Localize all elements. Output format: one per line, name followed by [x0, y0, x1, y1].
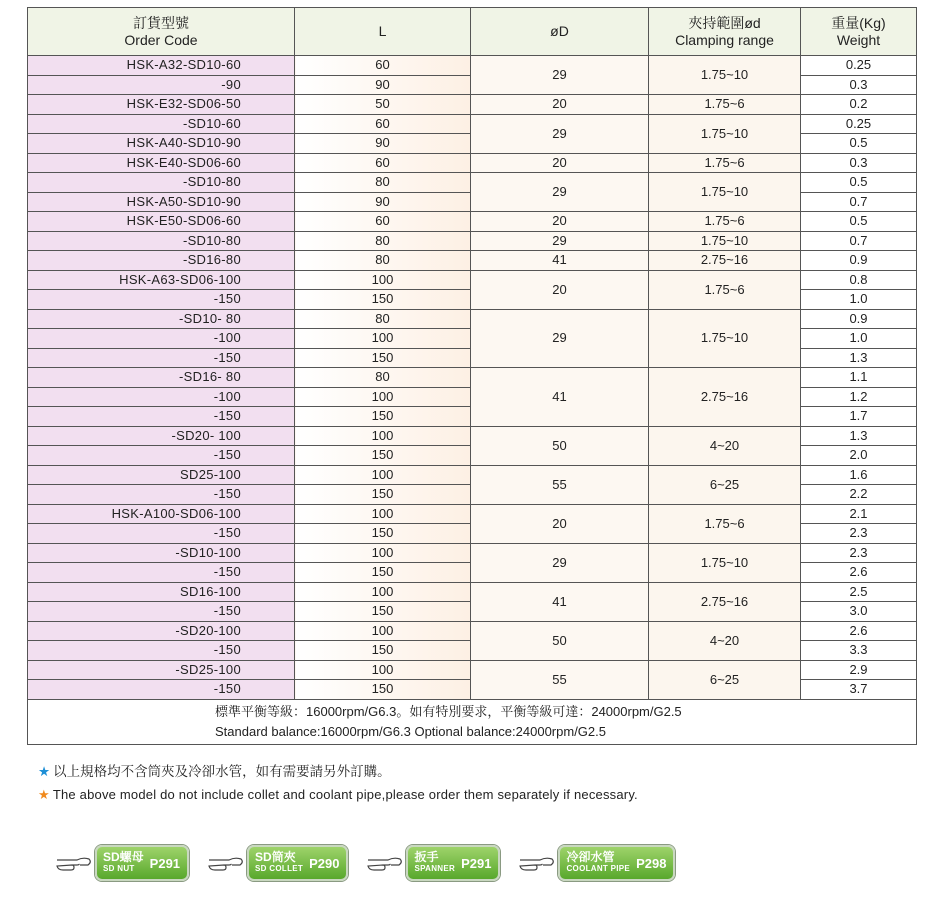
length-cell: 150 [295, 524, 471, 544]
length-cell: 150 [295, 680, 471, 700]
length-cell: 100 [295, 426, 471, 446]
clamping-range-cell: 2.75~16 [649, 582, 801, 621]
diameter-cell: 29 [471, 56, 649, 95]
length-cell: 80 [295, 173, 471, 193]
clamping-range-cell: 1.75~6 [649, 212, 801, 232]
table-row [28, 621, 917, 641]
weight-cell: 2.0 [801, 446, 917, 466]
order-code-cell: -SD25-100 [28, 660, 295, 680]
weight-cell: 0.2 [801, 95, 917, 115]
weight-cell: 0.25 [801, 56, 917, 76]
length-cell: 150 [295, 485, 471, 505]
order-code-cell: HSK-A50-SD10-90 [28, 192, 295, 212]
clamping-range-cell: 1.75~6 [649, 95, 801, 115]
diameter-cell: 41 [471, 582, 649, 621]
clamping-range-cell: 1.75~6 [649, 504, 801, 543]
header-order-code: 訂貨型號 Order Code [28, 8, 295, 56]
diameter-cell: 29 [471, 173, 649, 212]
clamping-range-cell: 1.75~6 [649, 153, 801, 173]
table-row [28, 270, 917, 290]
order-code-cell: -150 [28, 641, 295, 661]
diameter-cell: 29 [471, 543, 649, 582]
length-cell: 150 [295, 641, 471, 661]
order-code-cell: HSK-A40-SD10-90 [28, 134, 295, 154]
weight-cell: 0.9 [801, 251, 917, 271]
weight-cell: 0.5 [801, 173, 917, 193]
clamping-range-cell: 1.75~10 [649, 173, 801, 212]
length-cell: 100 [295, 387, 471, 407]
weight-cell: 0.7 [801, 192, 917, 212]
star-icon: ★ [38, 787, 50, 802]
table-row [28, 173, 917, 193]
order-code-cell: -150 [28, 680, 295, 700]
clamping-range-cell: 1.75~10 [649, 309, 801, 368]
clamping-range-cell: 6~25 [649, 660, 801, 699]
table-row [28, 95, 917, 115]
diameter-cell: 20 [471, 95, 649, 115]
length-cell: 150 [295, 407, 471, 427]
header-clamping-range: 夾持範圍ød Clamping range [649, 8, 801, 56]
length-cell: 150 [295, 290, 471, 310]
order-code-cell: -SD20-100 [28, 621, 295, 641]
clamping-range-cell: 1.75~10 [649, 56, 801, 95]
length-cell: 90 [295, 134, 471, 154]
pointing-hand-icon [55, 851, 93, 875]
weight-cell: 2.5 [801, 582, 917, 602]
related-links [55, 845, 675, 881]
weight-cell: 3.0 [801, 602, 917, 622]
clamping-range-cell: 1.75~10 [649, 231, 801, 251]
weight-cell: 1.6 [801, 465, 917, 485]
length-cell: 150 [295, 446, 471, 466]
link-coolant-pipe[interactable] [518, 845, 675, 881]
clamping-range-cell: 1.75~10 [649, 114, 801, 153]
order-code-cell: -150 [28, 485, 295, 505]
diameter-cell: 50 [471, 426, 649, 465]
order-code-cell: HSK-A100-SD06-100 [28, 504, 295, 524]
length-cell: 90 [295, 75, 471, 95]
diameter-cell: 20 [471, 504, 649, 543]
table-row [28, 543, 917, 563]
diameter-cell: 55 [471, 465, 649, 504]
order-code-cell: -SD10-100 [28, 543, 295, 563]
weight-cell: 2.2 [801, 485, 917, 505]
spec-table [27, 7, 917, 745]
order-code-cell: -150 [28, 348, 295, 368]
table-row [28, 153, 917, 173]
diameter-cell: 29 [471, 231, 649, 251]
length-cell: 60 [295, 212, 471, 232]
length-cell: 100 [295, 270, 471, 290]
diameter-cell: 50 [471, 621, 649, 660]
order-code-cell: -SD10-60 [28, 114, 295, 134]
table-row [28, 660, 917, 680]
weight-cell: 1.0 [801, 290, 917, 310]
order-code-cell: -SD16- 80 [28, 368, 295, 388]
order-code-cell: HSK-E40-SD06-60 [28, 153, 295, 173]
pointing-hand-icon [518, 851, 556, 875]
order-code-cell: HSK-A32-SD10-60 [28, 56, 295, 76]
length-cell: 50 [295, 95, 471, 115]
clamping-range-cell: 4~20 [649, 621, 801, 660]
weight-cell: 0.3 [801, 75, 917, 95]
table-row [28, 504, 917, 524]
order-code-cell: -100 [28, 329, 295, 349]
order-code-cell: SD16-100 [28, 582, 295, 602]
weight-cell: 0.5 [801, 134, 917, 154]
weight-cell: 1.1 [801, 368, 917, 388]
sd-nut-badge: SD螺母 SD NUT P291 [95, 845, 189, 881]
sd-collet-badge: SD筒夾 SD COLLET P290 [247, 845, 348, 881]
table-row [28, 426, 917, 446]
weight-cell: 2.6 [801, 621, 917, 641]
length-cell: 100 [295, 660, 471, 680]
length-cell: 100 [295, 504, 471, 524]
weight-cell: 1.2 [801, 387, 917, 407]
link-sd-nut[interactable] [55, 845, 189, 881]
diameter-cell: 29 [471, 309, 649, 368]
table-row [28, 368, 917, 388]
header-row [28, 8, 917, 56]
clamping-range-cell: 2.75~16 [649, 368, 801, 427]
weight-cell: 0.9 [801, 309, 917, 329]
length-cell: 60 [295, 114, 471, 134]
order-code-cell: -150 [28, 524, 295, 544]
table-row [28, 309, 917, 329]
order-code-cell: -150 [28, 602, 295, 622]
order-code-cell: -100 [28, 387, 295, 407]
note-en: ★ The above model do not include collet and coolant pipe,please order them separately if necessary. [38, 787, 638, 802]
weight-cell: 0.8 [801, 270, 917, 290]
length-cell: 80 [295, 309, 471, 329]
clamping-range-cell: 1.75~6 [649, 270, 801, 309]
weight-cell: 1.7 [801, 407, 917, 427]
header-length: L [295, 8, 471, 56]
table-row [28, 114, 917, 134]
length-cell: 100 [295, 465, 471, 485]
diameter-cell: 29 [471, 114, 649, 153]
order-code-cell: -150 [28, 446, 295, 466]
order-code-cell: -90 [28, 75, 295, 95]
length-cell: 100 [295, 582, 471, 602]
order-code-cell: -SD16-80 [28, 251, 295, 271]
note-zh: ★ 以上規格均不含筒夾及冷卻水管，如有需要請另外訂購。 [38, 764, 391, 779]
length-cell: 80 [295, 251, 471, 271]
table-row [28, 212, 917, 232]
weight-cell: 1.3 [801, 426, 917, 446]
weight-cell: 2.1 [801, 504, 917, 524]
order-code-cell: -SD10-80 [28, 231, 295, 251]
pointing-hand-icon [207, 851, 245, 875]
header-diameter: øD [471, 8, 649, 56]
diameter-cell: 20 [471, 270, 649, 309]
diameter-cell: 41 [471, 368, 649, 427]
balance-note: 標準平衡等級：16000rpm/G6.3。如有特別要求，平衡等級可達：24000rpm/G2.5 Standard balance:16000rpm/G6.3 Optional balance:24000rpm/G2.5 [28, 699, 917, 744]
weight-cell: 1.3 [801, 348, 917, 368]
length-cell: 100 [295, 621, 471, 641]
order-code-cell: -SD20- 100 [28, 426, 295, 446]
weight-cell: 0.3 [801, 153, 917, 173]
pointing-hand-icon [366, 851, 404, 875]
link-spanner[interactable] [366, 845, 500, 881]
clamping-range-cell: 4~20 [649, 426, 801, 465]
coolant-pipe-badge: 冷卻水管 COOLANT PIPE P298 [558, 845, 675, 881]
clamping-range-cell: 2.75~16 [649, 251, 801, 271]
link-sd-collet[interactable] [207, 845, 348, 881]
order-code-cell: HSK-E50-SD06-60 [28, 212, 295, 232]
weight-cell: 0.5 [801, 212, 917, 232]
table-row [28, 582, 917, 602]
weight-cell: 1.0 [801, 329, 917, 349]
diameter-cell: 41 [471, 251, 649, 271]
length-cell: 150 [295, 348, 471, 368]
table-row [28, 56, 917, 76]
length-cell: 60 [295, 153, 471, 173]
weight-cell: 2.9 [801, 660, 917, 680]
clamping-range-cell: 6~25 [649, 465, 801, 504]
order-code-cell: -SD10- 80 [28, 309, 295, 329]
length-cell: 80 [295, 368, 471, 388]
length-cell: 100 [295, 543, 471, 563]
weight-cell: 3.3 [801, 641, 917, 661]
balance-footer-row [28, 699, 917, 744]
length-cell: 150 [295, 602, 471, 622]
table-row [28, 251, 917, 271]
weight-cell: 3.7 [801, 680, 917, 700]
clamping-range-cell: 1.75~10 [649, 543, 801, 582]
weight-cell: 0.7 [801, 231, 917, 251]
weight-cell: 2.3 [801, 543, 917, 563]
table-row [28, 465, 917, 485]
spanner-badge: 扳手 SPANNER P291 [406, 845, 500, 881]
star-icon: ★ [38, 764, 51, 779]
length-cell: 90 [295, 192, 471, 212]
order-code-cell: -SD10-80 [28, 173, 295, 193]
order-code-cell: HSK-E32-SD06-50 [28, 95, 295, 115]
weight-cell: 2.6 [801, 563, 917, 583]
length-cell: 60 [295, 56, 471, 76]
header-weight: 重量(Kg) Weight [801, 8, 917, 56]
diameter-cell: 55 [471, 660, 649, 699]
order-code-cell: -150 [28, 407, 295, 427]
order-code-cell: SD25-100 [28, 465, 295, 485]
table-row [28, 231, 917, 251]
order-code-cell: -150 [28, 563, 295, 583]
diameter-cell: 20 [471, 153, 649, 173]
notes [38, 760, 638, 810]
weight-cell: 2.3 [801, 524, 917, 544]
order-code-cell: -150 [28, 290, 295, 310]
order-code-cell: HSK-A63-SD06-100 [28, 270, 295, 290]
length-cell: 100 [295, 329, 471, 349]
length-cell: 150 [295, 563, 471, 583]
length-cell: 80 [295, 231, 471, 251]
diameter-cell: 20 [471, 212, 649, 232]
weight-cell: 0.25 [801, 114, 917, 134]
